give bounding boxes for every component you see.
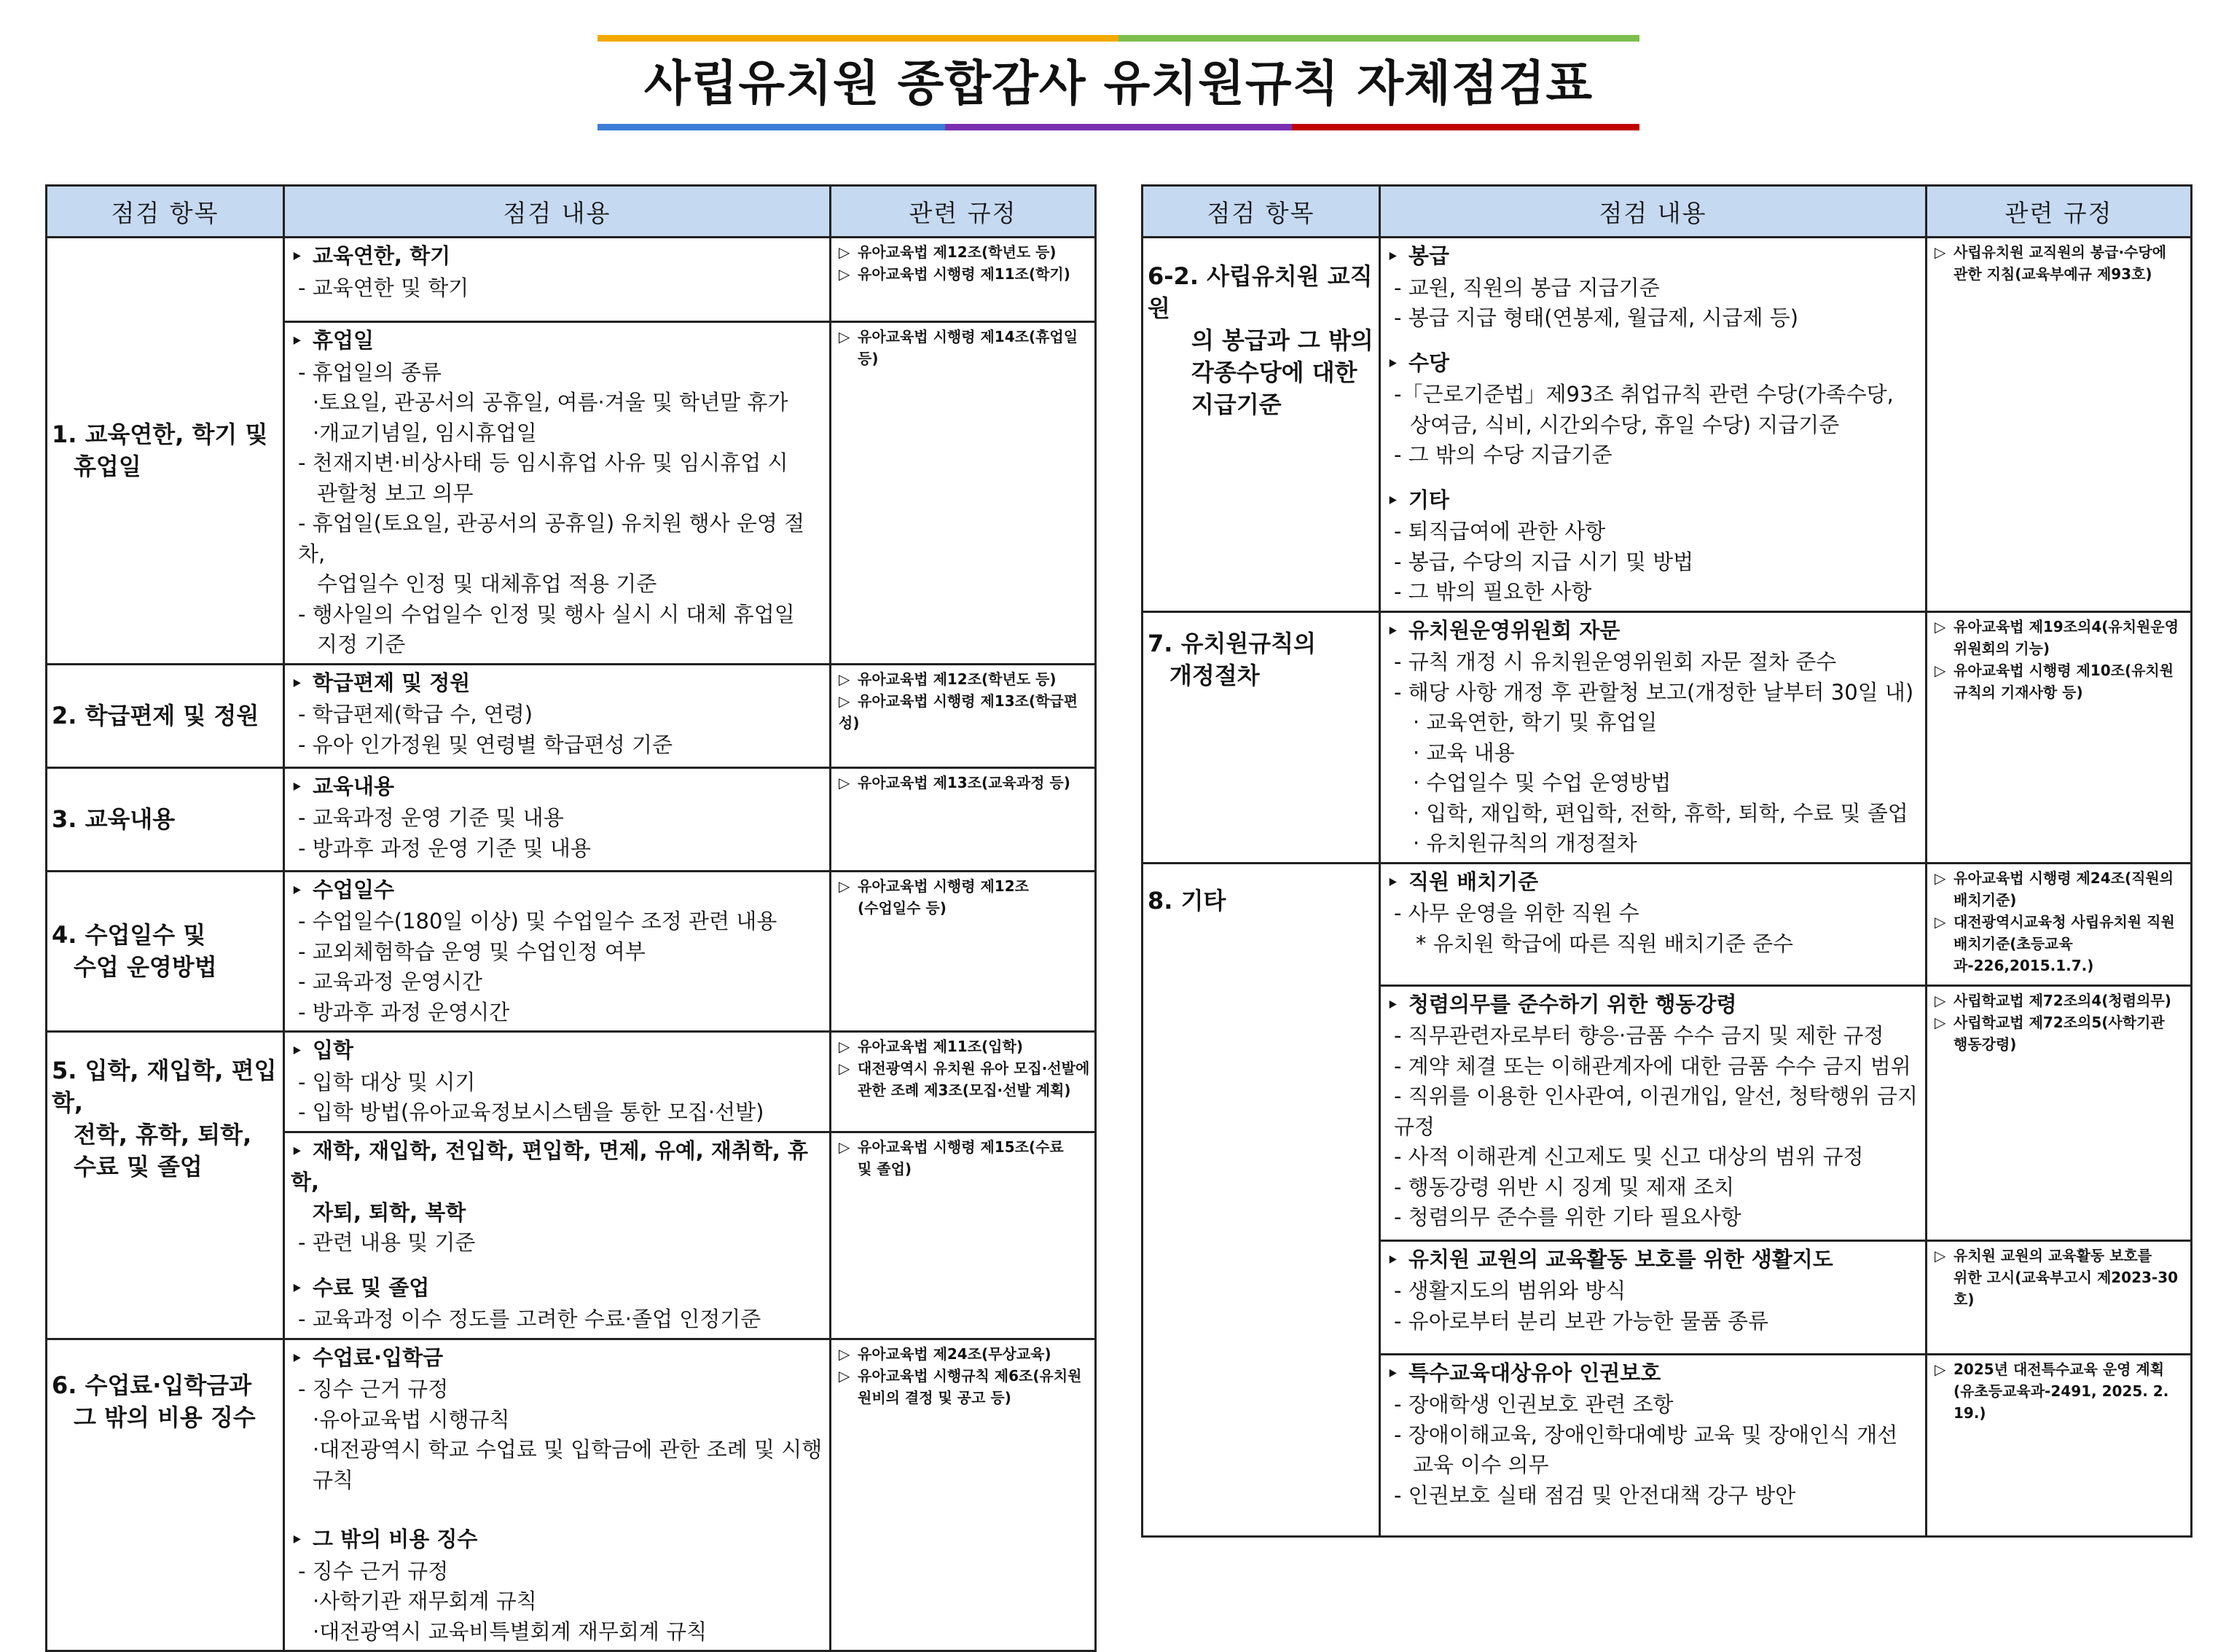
item-cell: 3. 교육내용 xyxy=(47,767,284,871)
item-cell: 8. 기타 xyxy=(1143,863,1380,1536)
ref-cell: ▷ 유아교육법 시행령 제24조(직원의 배치기준) ▷ 대전광역시교육청 사립유치원 직원 배치기준(초등교육과-226,2015.1.7.) xyxy=(1927,863,2192,985)
item-cell: 6. 수업료·입학금과 그 밖의 비용 징수 xyxy=(47,1339,284,1651)
ref-cell: ▷ 유아교육법 제24조(무상교육) ▷ 유아교육법 시행규칙 제6조(유치원 원비의 결정 및 공고 등) xyxy=(831,1339,1096,1651)
content-cell: ‣ 재학, 재입학, 전입학, 편입학, 면제, 유예, 재취학, 휴학, 자퇴, 퇴학, 복학 - 관련 내용 및 기준 ‣ 수료 및 졸업 - 교육과정 이수 정도를 고려한 수료·졸업 인정기준 xyxy=(284,1132,831,1339)
page-title: 사립유치원 종합감사 유치원규칙 자체점검표 xyxy=(643,55,1594,111)
section-heading: ‣ 유치원운영위원회 자문 xyxy=(1387,616,1921,648)
section-heading: ‣ 특수교육대상유아 인권보호 xyxy=(1387,1358,1921,1390)
table-row xyxy=(47,1339,1096,1651)
ref-cell: ▷ 유아교육법 시행령 제14조(휴업일 등) xyxy=(831,322,1096,665)
content-cell: ‣ 청렴의무를 준수하기 위한 행동강령 - 직무관련자로부터 향응·금품 수수 금지 및 제한 규정 - 계약 체결 또는 이해관계자에 대한 금품 수수 금지 범위 - 직위를 이용한 인사관여, 이권개입, 알선, 청탁행위 금지 규정 - 사적 이해관계 신고제도 및 신고 대상의 범위 규정 - 행동강령 위반 시 징계 및 제재 조치 - 청렴의무 준수를 위한 기타 필요사항 xyxy=(1380,985,1927,1240)
table-header-row xyxy=(1143,186,2192,238)
section-heading: ‣ 교육연한, 학기 xyxy=(291,241,825,273)
ref-cell: ▷ 유아교육법 시행령 제15조(수료 및 졸업) xyxy=(831,1132,1096,1339)
content-cell: ‣ 학급편제 및 정원 - 학급편제(학급 수, 연령) - 유아 인가정원 및 연령별 학급편성 기준 xyxy=(284,664,831,767)
ref-cell: ▷ 2025년 대전특수교육 운영 계획 (유초등교육과-2491, 2025. 2. 19.) xyxy=(1927,1354,2192,1536)
item-cell: 6-2. 사립유치원 교직원 의 봉급과 그 밖의 각종수당에 대한 지급기준 xyxy=(1143,238,1380,612)
section-heading: ‣ 수료 및 졸업 xyxy=(291,1273,825,1305)
item-cell: 7. 유치원규칙의 개정절차 xyxy=(1143,611,1380,863)
section-heading: ‣ 청렴의무를 준수하기 위한 행동강령 xyxy=(1387,990,1921,1022)
item-cell: 5. 입학, 재입학, 편입학, 전학, 휴학, 퇴학, 수료 및 졸업 xyxy=(47,1032,284,1339)
ref-cell: ▷ 유아교육법 제12조(학년도 등) ▷ 유아교육법 시행령 제13조(학급편성) xyxy=(831,664,1096,767)
section-heading: ‣ 봉급 xyxy=(1387,241,1921,273)
item-cell: 1. 교육연한, 학기 및 휴업일 xyxy=(47,238,284,665)
content-cell: ‣ 유치원운영위원회 자문 - 규칙 개정 시 유치원운영위원회 자문 절차 준수 - 해당 사항 개정 후 관할청 보고(개정한 날부터 30일 내) · 교육연한, 학기 및 휴업일 · 교육 내용 · 수업일수 및 수업 운영방법 · 입학, 재입학, 편입학, 전학, 휴학, 퇴학, 수료 및 졸업 · 유치원규칙의 개정절차 xyxy=(1380,611,1927,863)
content-cell: ‣ 휴업일 - 휴업일의 종류 ·토요일, 관공서의 공휴일, 여름·겨울 및 학년말 휴가 ·개교기념일, 임시휴업일 - 천재지변·비상사태 등 임시휴업 사유 및 임시휴업 시 관할청 보고 의무 - 휴업일(토요일, 관공서의 공휴일) 유치원 행사 운영 절차, 수업일수 인정 및 대체휴업 적용 기준 - 행사일의 수업일수 인정 및 행사 실시 시 대체 휴업일 지정 기준 xyxy=(284,322,831,665)
table-row xyxy=(47,767,1096,871)
section-heading: ‣ 학급편제 및 정원 xyxy=(291,668,825,700)
content-cell: ‣ 수업료·입학금 - 징수 근거 규정 ·유아교육법 시행규칙 ·대전광역시 학교 수업료 및 입학금에 관한 조례 및 시행규칙 ‣ 그 밖의 비용 징수 - 징수 근거 규정 ·사학기관 재무회계 규칙 ·대전광역시 교육비특별회계 재무회계 규칙 xyxy=(284,1339,831,1651)
ref-cell: ▷ 사립유치원 교직원의 봉급·수당에 관한 지침(교육부예규 제93호) xyxy=(1927,238,2192,612)
table-header-row xyxy=(47,186,1096,238)
content-cell: ‣ 교육내용 - 교육과정 운영 기준 및 내용 - 방과후 과정 운영 기준 및 내용 xyxy=(284,767,831,871)
table-row xyxy=(1143,863,2192,985)
ref-cell: ▷ 유아교육법 제13조(교육과정 등) xyxy=(831,767,1096,871)
table-row xyxy=(1143,238,2192,612)
section-heading: ‣ 그 밖의 비용 징수 xyxy=(291,1524,825,1557)
section-heading: ‣ 휴업일 xyxy=(291,326,825,358)
checklist-table-left xyxy=(45,184,1097,1652)
content-cell: ‣ 봉급 - 교원, 직원의 봉급 지급기준 - 봉급 지급 형태(연봉제, 월급제, 시급제 등) ‣ 수당 -「근로기준법」제93조 취업규칙 관련 수당(가족수당, 상여금, 식비, 시간외수당, 휴일 수당) 지급기준 - 그 밖의 수당 지급기준 ‣ 기타 - 퇴직급여에 관한 사항 - 봉급, 수당의 지급 시기 및 방법 - 그 밖의 필요한 사항 xyxy=(1380,238,1927,612)
section-heading: ‣ 교육내용 xyxy=(291,772,825,804)
table-row xyxy=(47,238,1096,322)
header-item: 점검 항목 xyxy=(47,186,284,238)
table-row xyxy=(47,664,1096,767)
content-cell: ‣ 특수교육대상유아 인권보호 - 장애학생 인권보호 관련 조항 - 장애이해교육, 장애인학대예방 교육 및 장애인식 개선 교육 이수 의무 - 인권보호 실태 점검 및 안전대책 강구 방안 xyxy=(1380,1354,1927,1536)
header-ref: 관련 규정 xyxy=(1927,186,2192,238)
ref-cell: ▷ 유아교육법 제12조(학년도 등) ▷ 유아교육법 시행령 제11조(학기) xyxy=(831,238,1096,322)
ref-cell: ▷ 유아교육법 제11조(입학) ▷ 대전광역시 유치원 유아 모집·선발에 관한 조례 제3조(모집·선발 계획) xyxy=(831,1032,1096,1132)
section-heading: ‣ 기타 xyxy=(1387,485,1921,517)
header-ref: 관련 규정 xyxy=(831,186,1096,238)
section-heading: ‣ 입학 xyxy=(291,1036,825,1068)
ref-cell: ▷ 유아교육법 시행령 제12조 (수업일수 등) xyxy=(831,871,1096,1032)
item-cell: 2. 학급편제 및 정원 xyxy=(47,664,284,767)
table-row xyxy=(47,871,1096,1032)
section-heading: ‣ 수당 xyxy=(1387,348,1921,380)
table-row xyxy=(1143,611,2192,863)
ref-cell: ▷ 사립학교법 제72조의4(청렴의무) ▷ 사립학교법 제72조의5(사학기관 행동강령) xyxy=(1927,985,2192,1240)
item-cell: 4. 수업일수 및 수업 운영방법 xyxy=(47,871,284,1032)
section-heading: ‣ 재학, 재입학, 전입학, 편입학, 면제, 유예, 재취학, 휴학, xyxy=(291,1136,825,1198)
section-heading: ‣ 수업일수 xyxy=(291,875,825,907)
ref-cell: ▷ 유아교육법 제19조의4(유치원운영 위원회의 기능) ▷ 유아교육법 시행령 제10조(유치원 규칙의 기재사항 등) xyxy=(1927,611,2192,863)
header-item: 점검 항목 xyxy=(1143,186,1380,238)
content-cell: ‣ 교육연한, 학기 - 교육연한 및 학기 xyxy=(284,238,831,322)
header-content: 점검 내용 xyxy=(284,186,831,238)
content-cell: ‣ 직원 배치기준 - 사무 운영을 위한 직원 수 * 유치원 학급에 따른 직원 배치기준 준수 xyxy=(1380,863,1927,985)
content-cell: ‣ 유치원 교원의 교육활동 보호를 위한 생활지도 - 생활지도의 범위와 방식 - 유아로부터 분리 보관 가능한 물품 종류 xyxy=(1380,1240,1927,1354)
table-row xyxy=(47,1032,1096,1132)
title-top-bar xyxy=(597,35,1639,42)
title-bottom-bar xyxy=(597,124,1639,130)
section-heading: ‣ 유치원 교원의 교육활동 보호를 위한 생활지도 xyxy=(1387,1245,1921,1277)
title-block xyxy=(597,35,1639,131)
ref-cell: ▷ 유치원 교원의 교육활동 보호를 위한 고시(교육부고시 제2023-30호) xyxy=(1927,1240,2192,1354)
section-heading: ‣ 수업료·입학금 xyxy=(291,1343,825,1375)
content-cell: ‣ 입학 - 입학 대상 및 시기 - 입학 방법(유아교육정보시스템을 통한 모집·선발) xyxy=(284,1032,831,1132)
header-content: 점검 내용 xyxy=(1380,186,1927,238)
content-cell: ‣ 수업일수 - 수업일수(180일 이상) 및 수업일수 조정 관련 내용 - 교외체험학습 운영 및 수업인정 여부 - 교육과정 운영시간 - 방과후 과정 운영시간 xyxy=(284,871,831,1032)
section-heading: ‣ 직원 배치기준 xyxy=(1387,867,1921,899)
checklist-table-right xyxy=(1141,184,2192,1538)
